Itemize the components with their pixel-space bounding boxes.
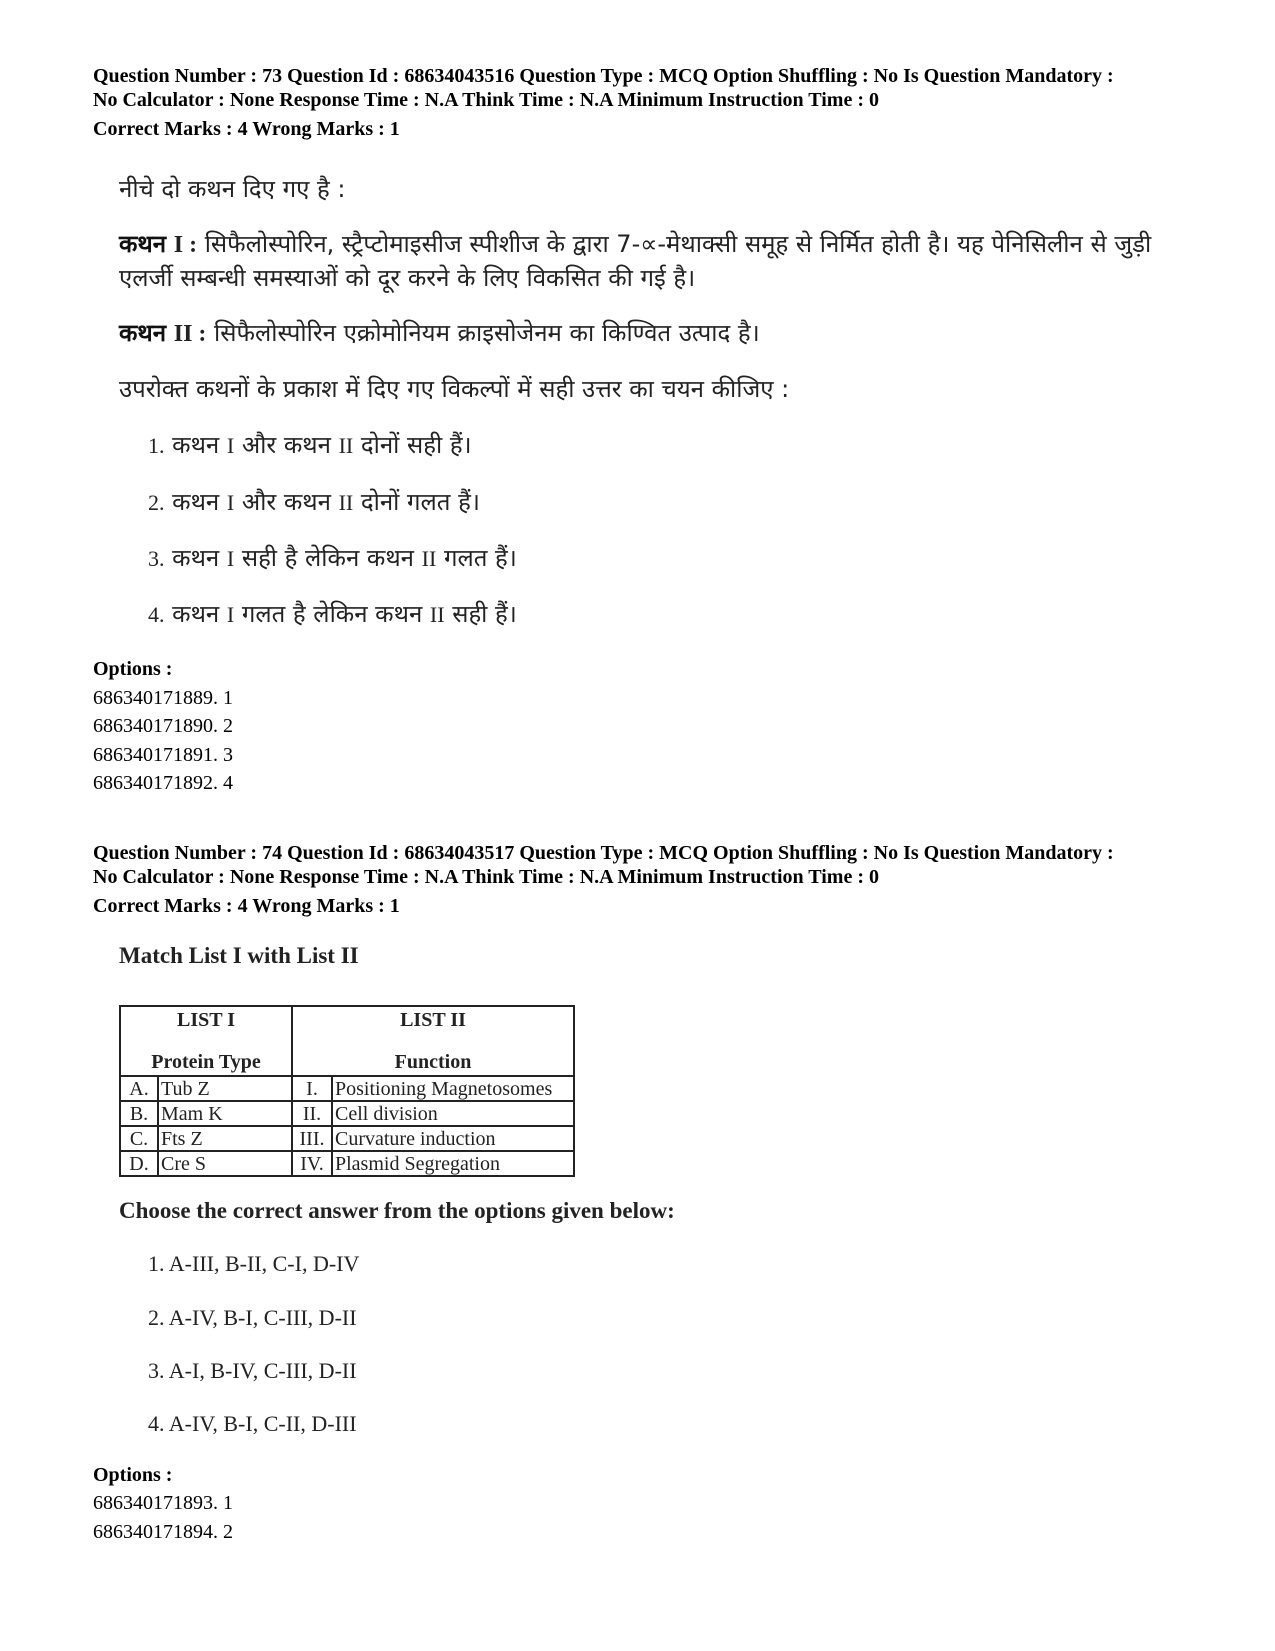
choice-roman: II — [421, 546, 437, 571]
q73-s1-text-a: सिफैलोस्पोरिन, स्ट्रैप्टोमाइसीज स्पीशीज के द्वारा 7-∝-मेथाक्सी समूह से निर्मित होती है। यह पेनिसिलीन से जुड़ी — [197, 230, 1152, 258]
q74-match-table — [119, 1005, 575, 1177]
q74-prompt: Choose the correct answer from the options given below: — [119, 1198, 675, 1223]
q74-instruction: Match List I with List II — [119, 943, 359, 968]
choice-roman: II — [338, 433, 354, 458]
q73-prompt: उपरोक्त कथनों के प्रकाश में दिए गए विकल्पों में सही उत्तर का चयन कीजिए : — [119, 375, 790, 403]
choice-text: दोनों गलत हैं। — [360, 488, 480, 516]
q73-s2-text: सिफैलोस्पोरिन एक्रोमोनियम क्राइसोजेनम का किण्वित उत्पाद है। — [206, 319, 760, 347]
list1-value: Fts Z — [158, 1126, 292, 1151]
choice-roman: II — [338, 490, 354, 515]
table-row — [120, 1126, 574, 1151]
q74-choice-2: 2. A-IV, B-I, C-III, D-II — [148, 1305, 357, 1330]
choice-number: 3. — [148, 546, 165, 571]
list2-key: I. — [292, 1076, 332, 1101]
q73-s1-num: I : — [173, 232, 198, 258]
choice-roman: II — [429, 602, 445, 627]
choice-roman: I — [226, 546, 235, 571]
list1-header — [120, 1006, 292, 1076]
q73-option-4: 686340171892. 4 — [93, 772, 233, 794]
table-row — [120, 1151, 574, 1176]
choice-text: गलत है लेकिन कथन — [241, 600, 423, 628]
q73-marks: Correct Marks : 4 Wrong Marks : 1 — [93, 118, 400, 140]
list1-key: C. — [120, 1126, 158, 1151]
q73-meta-line-1: Question Number : 73 Question Id : 68634043516 Question Type : MCQ Option Shuffling : No Is Question Mandatory : — [93, 65, 1114, 87]
q74-meta — [93, 841, 1203, 918]
list1-subtitle: Protein Type — [151, 1051, 261, 1073]
q73-s1-label: कथन — [119, 230, 167, 258]
list1-key: B. — [120, 1101, 158, 1126]
choice-text: कथन — [172, 600, 220, 628]
q73-statement-2 — [119, 316, 760, 349]
choice-roman: I — [226, 490, 235, 515]
choice-text: दोनों सही हैं। — [360, 431, 472, 459]
list2-value: Positioning Magnetosomes — [332, 1076, 574, 1101]
choice-text: कथन — [172, 431, 220, 459]
q73-meta — [93, 64, 1203, 141]
list2-key: II. — [292, 1101, 332, 1126]
q73-choice-3 — [148, 541, 517, 574]
q73-intro: नीचे दो कथन दिए गए है : — [119, 175, 346, 203]
choice-text: सही है लेकिन कथन — [241, 544, 414, 572]
choice-text: कथन — [172, 488, 220, 516]
q73-s2-num: II : — [173, 321, 207, 347]
q74-option-1: 686340171893. 1 — [93, 1492, 233, 1514]
list2-header — [292, 1006, 574, 1076]
choice-number: 2. — [148, 490, 165, 515]
q74-choice-1: 1. A-III, B-II, C-I, D-IV — [148, 1251, 360, 1276]
q73-meta-line-2: No Calculator : None Response Time : N.A Think Time : N.A Minimum Instruction Time : 0 — [93, 89, 879, 111]
choice-text: कथन — [172, 544, 220, 572]
q74-meta-line-1: Question Number : 74 Question Id : 68634043517 Question Type : MCQ Option Shuffling : No Is Question Mandatory : — [93, 842, 1114, 864]
choice-number: 1. — [148, 433, 165, 458]
list2-key: III. — [292, 1126, 332, 1151]
list1-value: Mam K — [158, 1101, 292, 1126]
list2-subtitle: Function — [394, 1051, 472, 1073]
choice-roman: I — [226, 602, 235, 627]
list2-key: IV. — [292, 1151, 332, 1176]
list2-title: LIST II — [400, 1009, 466, 1031]
table-row — [120, 1076, 574, 1101]
q73-choice-4 — [148, 597, 517, 630]
list2-value: Plasmid Segregation — [332, 1151, 574, 1176]
q73-option-3: 686340171891. 3 — [93, 744, 233, 766]
table-row — [120, 1101, 574, 1126]
q74-marks: Correct Marks : 4 Wrong Marks : 1 — [93, 895, 400, 917]
list1-key: A. — [120, 1076, 158, 1101]
q73-options-label: Options : — [93, 658, 173, 680]
list1-value: Tub Z — [158, 1076, 292, 1101]
q73-s1-text-b: एलर्जी सम्बन्धी समस्याओं को दूर करने के लिए विकसित की गई है। — [119, 264, 696, 292]
q74-options-label: Options : — [93, 1464, 173, 1486]
list1-title: LIST I — [176, 1009, 235, 1031]
list2-value: Cell division — [332, 1101, 574, 1126]
choice-text: सही हैं। — [452, 600, 517, 628]
choice-text: और कथन — [241, 431, 331, 459]
q73-s2-label: कथन — [119, 319, 167, 347]
list2-value: Curvature induction — [332, 1126, 574, 1151]
q74-option-2: 686340171894. 2 — [93, 1521, 233, 1543]
choice-roman: I — [226, 433, 235, 458]
q73-statement-1 — [119, 227, 1151, 260]
choice-text: और कथन — [241, 488, 331, 516]
table-header-row — [120, 1006, 574, 1076]
q73-option-1: 686340171889. 1 — [93, 687, 233, 709]
q73-option-2: 686340171890. 2 — [93, 715, 233, 737]
choice-number: 4. — [148, 602, 165, 627]
q74-choice-3: 3. A-I, B-IV, C-III, D-II — [148, 1358, 357, 1383]
choice-text: गलत हैं। — [443, 544, 517, 572]
q74-choice-4: 4. A-IV, B-I, C-II, D-III — [148, 1411, 357, 1436]
q73-choice-2 — [148, 485, 480, 518]
list1-key: D. — [120, 1151, 158, 1176]
q73-choice-1 — [148, 428, 472, 461]
list1-value: Cre S — [158, 1151, 292, 1176]
q74-meta-line-2: No Calculator : None Response Time : N.A Think Time : N.A Minimum Instruction Time : 0 — [93, 866, 879, 888]
